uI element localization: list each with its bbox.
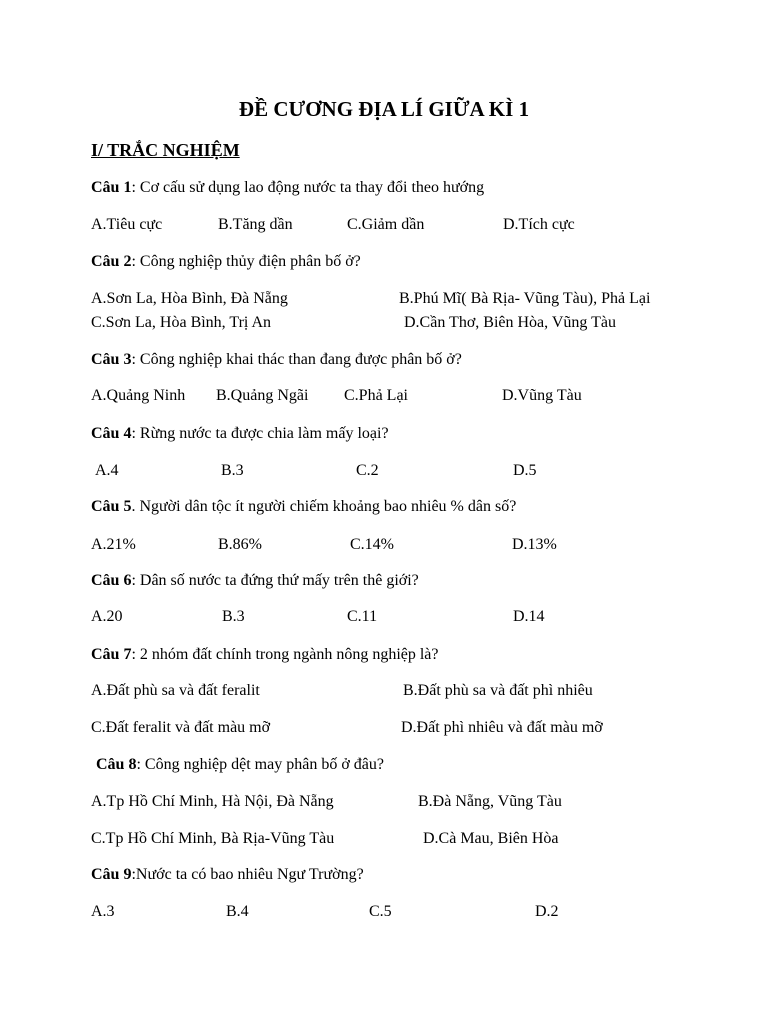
q6-option-d: D.14: [513, 608, 545, 625]
q8-option-a: A.Tp Hồ Chí Minh, Hà Nội, Đà Nẵng: [91, 793, 334, 810]
q2-option-d: D.Cần Thơ, Biên Hòa, Vũng Tàu: [404, 314, 616, 331]
q5-option-a: A.21%: [91, 536, 136, 553]
question-7-text: : 2 nhóm đất chính trong ngành nông nghiệp là?: [131, 646, 439, 663]
q4-option-d: D.5: [513, 462, 537, 479]
question-5: [91, 497, 516, 517]
question-6: [91, 571, 419, 591]
question-9: [91, 865, 364, 885]
q9-option-c: C.5: [369, 903, 392, 920]
question-5-label: Câu 5: [91, 498, 132, 515]
q7-option-a: A.Đất phù sa và đất feralit: [91, 682, 260, 699]
question-1-label: Câu 1: [91, 179, 132, 196]
q2-option-c: C.Sơn La, Hòa Bình, Trị An: [91, 314, 272, 331]
q3-option-d: D.Vũng Tàu: [502, 387, 582, 404]
q4-option-b: B.3: [221, 462, 244, 479]
question-8-label: Câu 8: [96, 756, 137, 773]
q1-option-a: A.Tiêu cực: [91, 216, 163, 233]
q4-option-a: A.4: [95, 462, 119, 479]
document-title: ĐỀ CƯƠNG ĐỊA LÍ GIỮA KÌ 1: [238, 97, 530, 121]
q3-option-c: C.Phả Lại: [344, 387, 408, 404]
q6-option-b: B.3: [222, 608, 245, 625]
question-2-text: : Công nghiệp thủy điện phân bố ở?: [131, 253, 361, 270]
question-9-label: Câu 9: [91, 866, 132, 883]
question-3-text: : Công nghiệp khai thác than đang được phân bố ở?: [131, 351, 462, 368]
q3-option-a: A.Quảng Ninh: [91, 387, 186, 404]
question-6-text: : Dân số nước ta đứng thứ mấy trên thê giới?: [131, 572, 419, 589]
q6-option-c: C.11: [347, 608, 378, 625]
question-8-text: : Công nghiệp dệt may phân bố ở đâu?: [136, 756, 384, 773]
question-1: [91, 178, 484, 198]
q9-option-b: B.4: [226, 903, 249, 920]
q8-option-c: C.Tp Hồ Chí Minh, Bà Rịa-Vũng Tàu: [91, 830, 335, 847]
question-4-text: : Rừng nước ta được chia làm mấy loại?: [131, 425, 389, 442]
q8-option-b: B.Đà Nẵng, Vũng Tàu: [418, 793, 562, 810]
q4-option-c: C.2: [356, 462, 379, 479]
question-3: [91, 350, 462, 370]
question-2: [91, 252, 361, 272]
q6-option-a: A.20: [91, 608, 123, 625]
q8-option-d: D.Cà Mau, Biên Hòa: [423, 830, 559, 847]
q5-option-c: C.14%: [350, 536, 394, 553]
q5-option-d: D.13%: [512, 536, 557, 553]
q9-option-d: D.2: [535, 903, 559, 920]
q3-option-b: B.Quảng Ngãi: [216, 387, 309, 404]
q1-option-d: D.Tích cực: [503, 216, 575, 233]
q7-option-d: D.Đất phì nhiêu và đất màu mỡ: [401, 719, 603, 736]
q9-option-a: A.3: [91, 903, 115, 920]
question-7: [91, 645, 439, 665]
section-heading: I/ TRẮC NGHIỆM: [91, 140, 240, 160]
q7-option-b: B.Đất phù sa và đất phì nhiêu: [403, 682, 593, 699]
q1-option-c: C.Giảm dần: [347, 216, 425, 233]
q1-option-b: B.Tăng dần: [218, 216, 293, 233]
question-8: [96, 755, 384, 775]
question-2-label: Câu 2: [91, 253, 132, 270]
question-4-label: Câu 4: [91, 425, 132, 442]
question-4: [91, 424, 389, 444]
q2-option-b: B.Phú Mĩ( Bà Rịa- Vũng Tàu), Phả Lại: [399, 290, 651, 307]
q5-option-b: B.86%: [218, 536, 262, 553]
q7-option-c: C.Đất feralit và đất màu mỡ: [91, 719, 271, 736]
q2-option-a: A.Sơn La, Hòa Bình, Đà Nẵng: [91, 290, 288, 307]
question-9-text: :Nước ta có bao nhiêu Ngư Trường?: [131, 866, 364, 883]
question-6-label: Câu 6: [91, 572, 132, 589]
question-7-label: Câu 7: [91, 646, 132, 663]
question-5-text: . Người dân tộc ít người chiếm khoảng bao nhiêu % dân số?: [131, 498, 517, 515]
question-3-label: Câu 3: [91, 351, 132, 368]
question-1-text: : Cơ cấu sử dụng lao động nước ta thay đổi theo hướng: [131, 179, 485, 196]
